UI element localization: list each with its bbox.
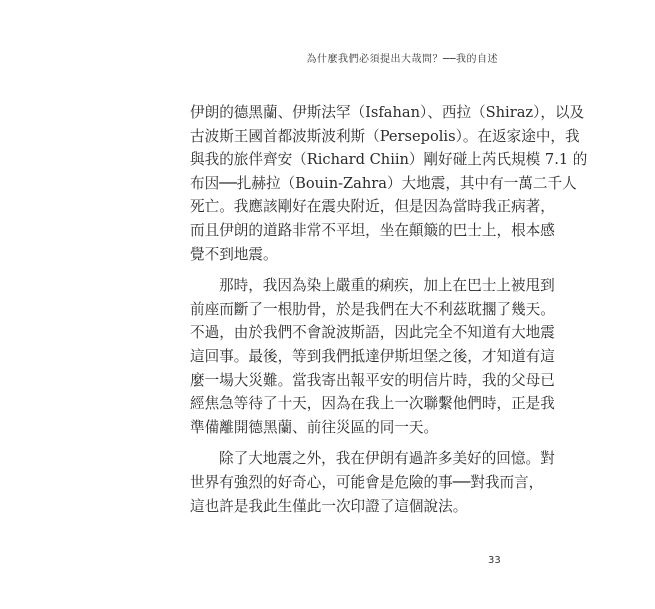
text-line: 布因──扎赫拉（Bouin-Zahra）大地震，其中有一萬二千人 — [190, 174, 577, 192]
text-line: 而且伊朗的道路非常不平坦，坐在顛簸的巴士上，根本感 — [190, 221, 555, 239]
page-number: 33 — [488, 555, 501, 566]
paragraph-3 — [190, 447, 555, 518]
text-line: 不過，由於我們不會說波斯語，因此完全不知道有大地震 — [190, 324, 555, 342]
paragraph-1 — [190, 101, 588, 266]
text-line: 這回事。最後，等到我們抵達伊斯坦堡之後，才知道有這 — [190, 347, 555, 365]
text-line: 古波斯王國首都波斯波利斯（Persepolis）。在返家途中，我 — [190, 127, 580, 145]
text-line: 除了大地震之外，我在伊朗有過許多美好的回憶。對 — [219, 450, 555, 468]
text-line: 死亡。我應該剛好在震央附近，但是因為當時我正病著， — [190, 198, 555, 216]
text-line: 那時，我因為染上嚴重的痢疾，加上在巴士上被甩到 — [219, 277, 555, 295]
text-line: 覺不到地震。 — [190, 245, 278, 263]
body-text — [190, 101, 588, 518]
text-line: 麼一場大災難。當我寄出報平安的明信片時，我的父母已 — [190, 371, 555, 389]
text-line: 伊朗的德黑蘭、伊斯法罕（Isfahan）、西拉（Shiraz），以及 — [190, 104, 585, 121]
text-line: 準備離開德黑蘭、前往災區的同一天。 — [190, 418, 439, 436]
text-line: 前座而斷了一根肋骨，於是我們在大不利茲耽擱了幾天。 — [190, 300, 555, 318]
text-line: 這也許是我此生僅此一次印證了這個說法。 — [190, 497, 468, 515]
paragraph-2 — [190, 274, 555, 439]
text-line: 經焦急等待了十天，因為在我上一次聯繫他們時，正是我 — [190, 395, 555, 413]
text-line: 與我的旅伴齊安（Richard Chiin）剛好碰上芮氏規模 7.1 的 — [190, 151, 588, 169]
text-line: 世界有強烈的好奇心，可能會是危險的事──對我而言， — [190, 473, 544, 491]
running-header: 為什麼我們必須提出大哉問？──我的自述 — [306, 54, 498, 65]
